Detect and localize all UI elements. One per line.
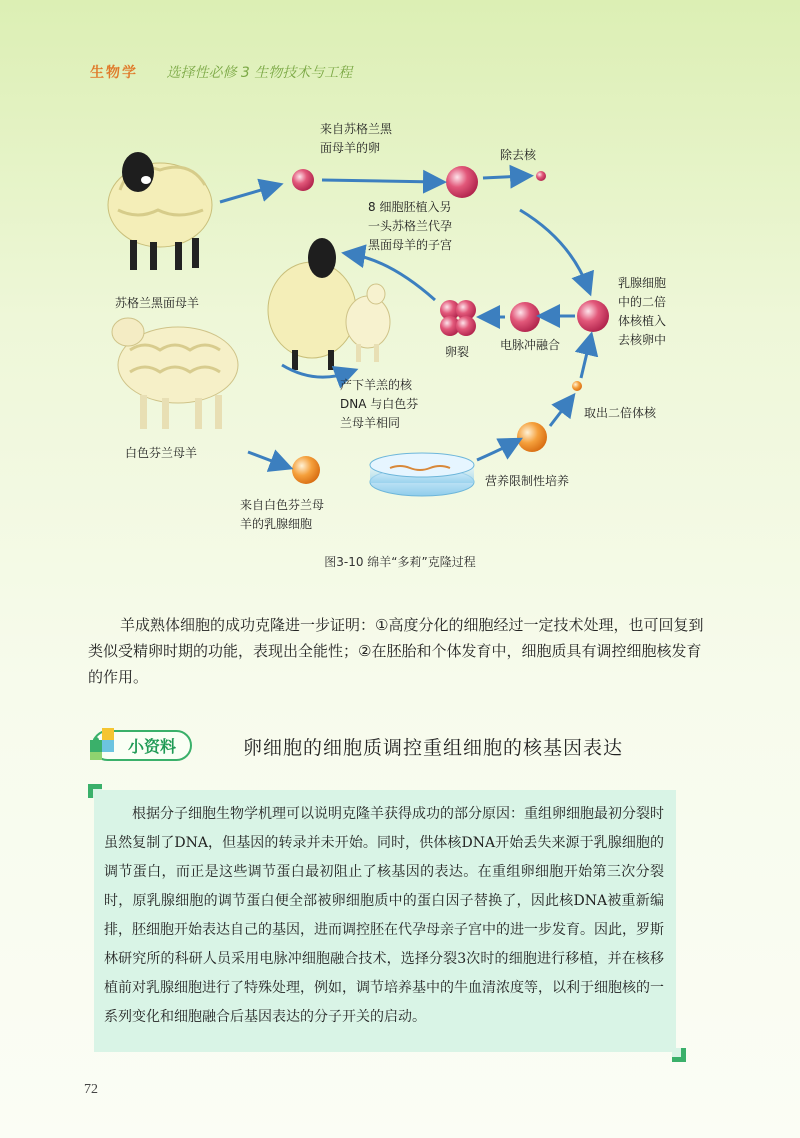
label-embryo-transfer: 8 细胞胚植入另 一头苏格兰代孕 黑面母羊的子宫 <box>368 200 453 252</box>
cleaving-embryo <box>440 300 476 336</box>
egg-cell <box>292 169 314 191</box>
label-take-nucleus: 取出二倍体核 <box>584 406 657 420</box>
figure-caption: 图3-10 绵羊“多莉”克隆过程 <box>324 555 476 569</box>
label-culture: 营养限制性培养 <box>485 474 570 488</box>
info-badge-label: 小资料 <box>128 736 177 756</box>
label-nucleus-transfer: 乳腺细胞 中的二倍 体核植入 去核卵中 <box>618 276 667 347</box>
info-box-corner-bottom-right <box>672 1048 686 1062</box>
page-number: 72 <box>84 1082 98 1097</box>
running-header <box>90 62 352 82</box>
info-badge <box>92 728 192 762</box>
info-box-text: 根据分子细胞生物学机理可以说明克隆羊获得成功的部分原因：重组卵细胞最初分裂时虽然复制了DNA，但基因的转录并未开始。同时，供体核DNA开始丢失来源于乳腺细胞的调节蛋白，而正是这些调节蛋白最初阻止了核基因的表达。在重组卵细胞开始第三次分裂时，原乳腺细胞的调节蛋白便全部被卵细胞质中的蛋白因子替换了，因此核DNA被重新编排，胚细胞开始表达自己的基因，进而调控胚在代孕母亲子宫中的进一步发育。因此，罗斯林研究所的科研人员采用电脉冲细胞融合技术，选择分裂3次时的细胞进行移植，并在核移植前对乳腺细胞进行了特殊处理，例如，调节培养基中的牛血清浓度等，以利于细胞核的一系列变化和细胞融合后基因表达的分子开关的启动。 <box>104 806 664 1025</box>
label-lamb-dna: 产下羊羔的核 DNA 与白色芬 兰母羊相同 <box>340 378 419 430</box>
subject-name: 生物学 <box>90 65 138 81</box>
label-cleavage: 卵裂 <box>445 345 470 359</box>
label-enucleate: 除去核 <box>500 148 537 162</box>
reconstructed-egg-cell <box>577 300 609 332</box>
info-badge-pill <box>92 730 192 761</box>
cultured-cell <box>517 422 547 452</box>
course-name: 选择性必修 3 生物技术与工程 <box>166 65 353 81</box>
surrogate-ewe-and-lamb-icon <box>268 238 390 370</box>
label-egg-source: 来自苏格兰黑 面母羊的卵 <box>320 122 393 155</box>
label-white-ewe: 白色芬兰母羊 <box>125 446 198 460</box>
removed-nucleus <box>536 171 546 181</box>
body-paragraph: 羊成熟体细胞的成功克隆进一步证明：①高度分化的细胞经过一定技术处理，也可回复到类似受精卵时期的功能，表现出全能性；②在胚胎和个体发育中，细胞质具有调控细胞核发育的作用。 <box>88 616 704 686</box>
mammary-cell <box>292 456 320 484</box>
white-sheep-icon <box>112 318 238 429</box>
cloning-diagram <box>100 110 700 570</box>
dolly-cloning-figure <box>100 110 700 570</box>
fused-cell <box>510 302 540 332</box>
info-box-title: 卵细胞的细胞质调控重组细胞的核基因表达 <box>243 737 624 759</box>
enucleated-egg-cell <box>446 166 478 198</box>
label-black-face-ewe: 苏格兰黑面母羊 <box>115 296 200 310</box>
label-fusion: 电脉冲融合 <box>500 338 561 352</box>
puzzle-icon <box>86 726 124 762</box>
petri-dish-icon <box>370 453 474 496</box>
label-mammary-cell: 来自白色芬兰母 羊的乳腺细胞 <box>240 498 325 531</box>
diploid-nucleus <box>572 381 582 391</box>
black-face-sheep-icon <box>108 152 212 270</box>
